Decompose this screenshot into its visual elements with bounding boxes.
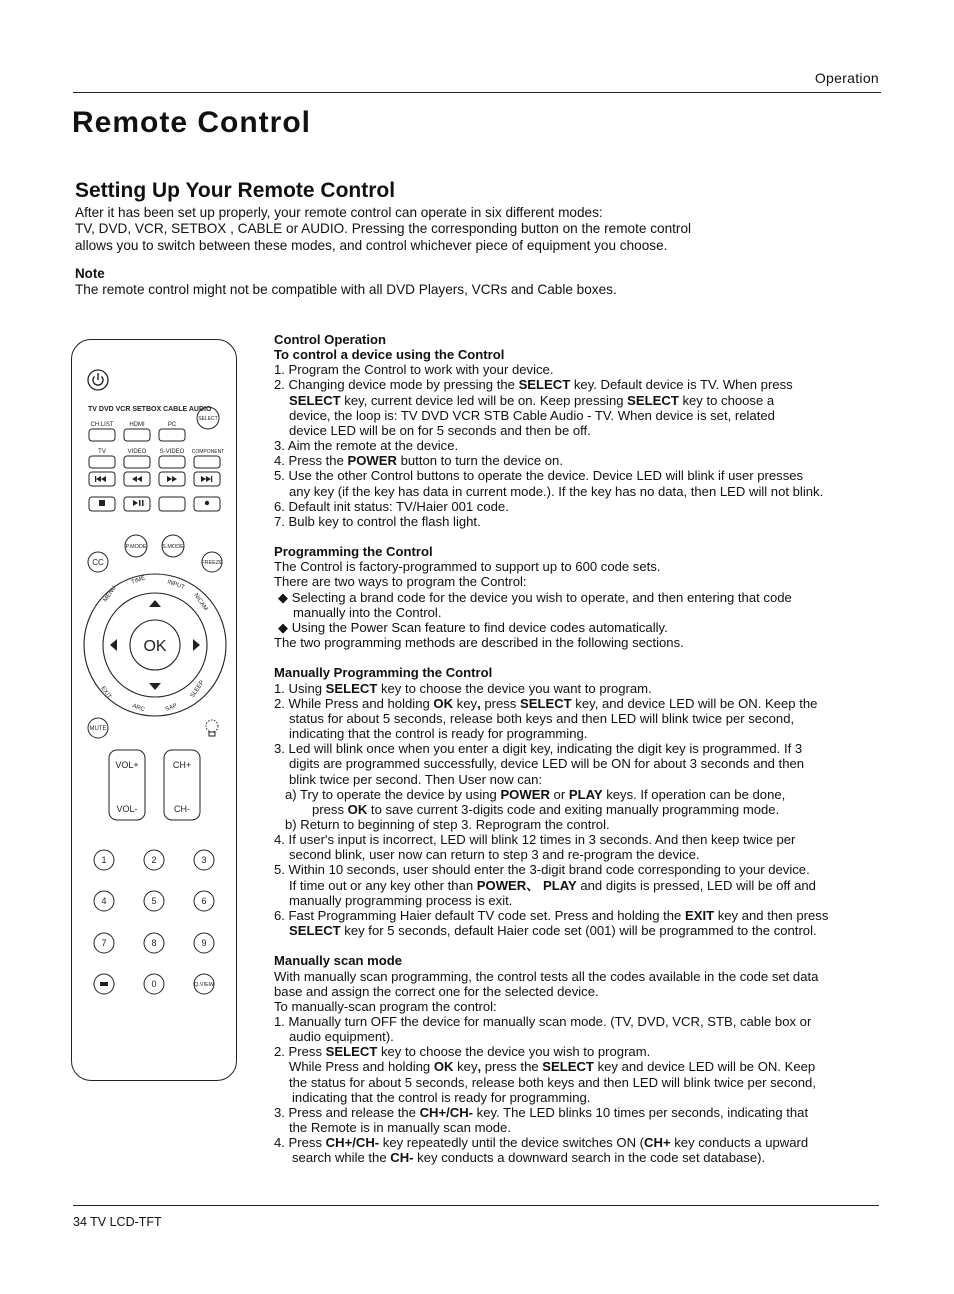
ch-plus-label: CH+ xyxy=(172,760,192,770)
chlist-button xyxy=(89,429,115,441)
text-line: The Control is factory-programmed to support up to 600 code sets. xyxy=(274,559,661,575)
input-label: INPUT xyxy=(166,579,186,592)
instructions-column xyxy=(274,332,904,1166)
step-line: indicating that the control is ready for programming. xyxy=(292,1089,591,1105)
step-line: 3. Press and release the CH+/CH- key. The LED blinks 10 times per seconds, indicating that xyxy=(274,1104,809,1120)
next-icon xyxy=(201,476,212,482)
video-button xyxy=(124,456,150,468)
step-line: SELECT key for 5 seconds, default Haier code set (001) will be programmed to the control. xyxy=(289,923,817,939)
bullet-line: ◆ Using the Power Scan feature to find device codes automatically. xyxy=(278,619,668,635)
text-line: base and assign the correct one for the selected device. xyxy=(274,983,599,999)
text-line: The two programming methods are described in the following sections. xyxy=(274,635,684,651)
text-line: There are two ways to program the Control: xyxy=(274,574,527,590)
digit-7: 7 xyxy=(101,938,107,948)
programming-heading: Programming the Control xyxy=(274,544,433,560)
stop-icon xyxy=(99,500,105,506)
step-line: 3. Aim the remote at the device. xyxy=(274,438,459,454)
up-arrow-icon xyxy=(149,600,161,607)
component-label: COMPONENT xyxy=(191,449,225,455)
page-title: Remote Control xyxy=(72,106,311,139)
step-line: 1. Manually turn OFF the device for manually scan mode. (TV, DVD, VCR, STB, cable box or xyxy=(274,1013,812,1029)
digit-3: 3 xyxy=(201,855,207,865)
step-line: 6. Default init status: TV/Haier 001 code. xyxy=(274,498,509,514)
record-icon xyxy=(205,501,209,505)
pc-label: PC xyxy=(167,422,177,428)
digit-5: 5 xyxy=(151,896,157,906)
play-pause-icon xyxy=(133,500,144,506)
sleep-label: SLEEP xyxy=(189,679,206,700)
menu-label: MENU xyxy=(102,585,118,604)
step-line: While Press and holding OK key, press the SELECT key and device LED will be ON. Keep xyxy=(289,1059,816,1075)
control-operation-heading: Control Operation xyxy=(274,332,387,347)
transport-buttons-row2 xyxy=(89,497,220,511)
note-heading: Note xyxy=(75,266,105,281)
intro-line: After it has been set up properly, your remote control can operate in six different modes: xyxy=(75,205,603,220)
digit-4: 4 xyxy=(101,896,107,906)
smode-label: S.MODE xyxy=(162,544,184,550)
step-line: press OK to save current 3-digits code and exiting manually programming mode. xyxy=(312,801,780,817)
rewind-icon xyxy=(132,476,142,482)
freeze-label: FREEZE xyxy=(201,560,223,566)
ch-minus-label: CH- xyxy=(174,804,190,814)
intro-line: TV, DVD, VCR, SETBOX , CABLE or AUDIO. Pressing the corresponding button on the remote control xyxy=(75,221,692,237)
mode-labels: TV DVD VCR SETBOX CABLE AUDIO xyxy=(88,406,212,413)
component-button xyxy=(194,456,220,468)
step-line: the Remote is in manually scan mode. xyxy=(289,1120,511,1136)
step-line: 4. Press the POWER button to turn the device on. xyxy=(274,453,563,469)
hdmi-label: HDMI xyxy=(129,422,145,428)
step-line: the status for about 5 seconds, release both keys and then LED will blink twice per second, xyxy=(289,1074,816,1090)
vol-minus-label: VOL- xyxy=(116,804,138,814)
intro-line: allows you to switch between these modes, and control whichever piece of equipment you choose. xyxy=(75,237,668,253)
section-subtitle: Setting Up Your Remote Control xyxy=(75,179,396,202)
step-line: 2. Changing device mode by pressing the SELECT key. Default device is TV. When press xyxy=(274,377,793,393)
step-line: second blink, user now can return to step 3 and re-program the device. xyxy=(289,847,700,863)
pmode-label: P.MODE xyxy=(125,544,147,550)
step-line: 7. Bulb key to control the flash light. xyxy=(274,513,481,529)
step-line: 1. Program the Control to work with your device. xyxy=(274,362,554,378)
bullet-line: ◆ Selecting a brand code for the device you wish to operate, and then entering that code xyxy=(278,589,792,605)
header-rule xyxy=(73,92,881,93)
step-line: status for about 5 seconds, release both keys and then LED will blink twice per second, xyxy=(289,710,795,726)
dash-icon xyxy=(100,982,108,986)
transport-buttons-row1 xyxy=(89,472,220,486)
nicam-label: NICAM xyxy=(192,592,209,612)
manual-programming-heading: Manually Programming the Control xyxy=(274,665,493,681)
down-arrow-icon xyxy=(149,683,161,690)
step-line: a) Try to operate the device by using POWER or PLAY keys. If operation can be done, xyxy=(285,786,786,802)
prev-icon xyxy=(95,476,106,482)
time-label: TIME xyxy=(130,575,147,586)
select-label: SELECT xyxy=(198,416,218,422)
step-line: b) Return to beginning of step 3. Reprogram the control. xyxy=(285,816,610,832)
intro-paragraph xyxy=(75,205,835,254)
tv-label: TV xyxy=(98,449,106,455)
mute-label: MUTE xyxy=(89,726,107,732)
step-line: device LED will be on for 5 seconds and then be off. xyxy=(289,422,591,438)
step-line: If time out or any key other than POWER、 PLAY and digits is pressed, LED will be off and xyxy=(289,877,816,893)
step-line: 6. Fast Programming Haier default TV code set. Press and holding the EXIT key and then press xyxy=(274,907,829,923)
page-footer: 34 TV LCD-TFT xyxy=(73,1215,162,1229)
svideo-button xyxy=(159,456,185,468)
power-icon xyxy=(93,373,103,385)
step-line: 2. Press SELECT key to choose the device you wish to program. xyxy=(274,1044,651,1060)
step-line: indicating that the control is ready for programming. xyxy=(289,726,588,742)
arc-label: ARC xyxy=(131,703,146,714)
bulb-icon xyxy=(206,720,218,736)
digit-8: 8 xyxy=(151,938,157,948)
step-line: 1. Using SELECT key to choose the device you want to program. xyxy=(274,680,652,696)
text-line: With manually scan programming, the control tests all the codes available in the code set data xyxy=(274,968,819,984)
footer-rule xyxy=(73,1205,879,1206)
pc-button xyxy=(159,429,185,441)
digit-2: 2 xyxy=(151,855,157,865)
video-label: VIDEO xyxy=(127,449,147,455)
control-device-heading: To control a device using the Control xyxy=(274,347,505,363)
step-line: any key (if the key has data in current mode.). If the key has no data, then LED will not blink. xyxy=(289,483,824,499)
ok-label: OK xyxy=(143,638,167,655)
step-line: digits are programmed successfully, device LED will be ON for about 3 seconds and then xyxy=(289,756,805,772)
digit-0: 0 xyxy=(151,979,157,989)
svideo-label: S-VIDEO xyxy=(159,449,185,455)
section-label: Operation xyxy=(814,70,879,86)
step-line: search while the CH- key conducts a downward search in the code set database). xyxy=(292,1150,766,1166)
step-line: 5. Use the other Control buttons to operate the device. Device LED will blink if user presses xyxy=(274,468,804,484)
cc-label: CC xyxy=(92,558,104,567)
exit-label: EXIT xyxy=(99,685,112,701)
bullet-line: manually into the Control. xyxy=(293,604,442,620)
fast-forward-icon xyxy=(167,476,177,482)
step-line: 5. Within 10 seconds, user should enter the 3-digit brand code corresponding to your device. xyxy=(274,862,810,878)
step-line: 4. If user's input is incorrect, LED will blink 12 times in 3 seconds. And then keep twice per xyxy=(274,832,796,848)
remote-control-illustration xyxy=(71,339,237,1081)
hdmi-button xyxy=(124,429,150,441)
chlist-label: CH.LIST xyxy=(90,422,114,428)
step-line: 3. Led will blink once when you enter a digit key, indicating the digit key is programmed. If 3 xyxy=(274,741,803,757)
remote-drawing xyxy=(72,340,238,1082)
left-arrow-icon xyxy=(110,639,117,651)
sap-label: SAP xyxy=(164,703,178,713)
tv-button xyxy=(89,456,115,468)
note-text: The remote control might not be compatible with all DVD Players, VCRs and Cable boxes. xyxy=(75,282,617,297)
right-arrow-icon xyxy=(193,639,200,651)
step-line: SELECT key, current device led will be on. Keep pressing SELECT key to choose a xyxy=(289,392,775,408)
numeric-keypad xyxy=(94,850,214,994)
vol-plus-label: VOL+ xyxy=(115,760,139,770)
digit-1: 1 xyxy=(101,855,107,865)
scan-mode-heading: Manually scan mode xyxy=(274,953,403,969)
step-line: device, the loop is: TV DVD VCR STB Cable Audio - TV. When device is set, related xyxy=(289,407,775,423)
text-line: To manually-scan program the control: xyxy=(274,998,497,1014)
step-line: audio equipment). xyxy=(289,1029,394,1045)
qview-label: Q.VIEW xyxy=(194,982,214,988)
step-line: 4. Press CH+/CH- key repeatedly until the device switches ON (CH+ key conducts a upward xyxy=(274,1135,809,1151)
digit-6: 6 xyxy=(201,896,207,906)
step-line: 2. While Press and holding OK key, press SELECT key, and device LED will be ON. Keep the xyxy=(274,695,818,711)
digit-9: 9 xyxy=(201,938,207,948)
step-line: blink twice per second. Then User now can: xyxy=(289,771,543,787)
step-line: manually programming process is exit. xyxy=(289,892,513,908)
